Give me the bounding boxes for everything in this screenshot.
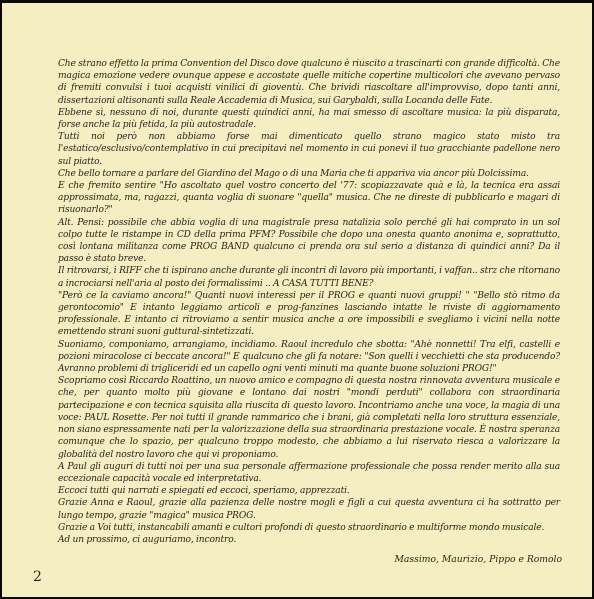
paragraph-ebbene: Ebbene sì, nessuno di noi, durante questi quindici anni, ha mai smesso di ascoltare musica: la più disparata, forse anche la più fetida, la più autostradale.	[58, 107, 560, 131]
paragraph-tutti-noi: Tutti noi però non abbiamo forse mai dimenticato quello strano magico stato misto tra l'estatico/esclusivo/contemplativo in cui precipitavi nel momento in cui ponevi il tuo gracchiante padellone nero sul piatto.	[58, 132, 560, 167]
paragraph-prossimo: Ad un prossimo, ci auguriamo, incontro.	[58, 534, 237, 545]
paragraph-grazie-voi: Grazie a Voi tutti, instancabili amanti e cultori profondi di questo straordinario e multiforme mondo musicale.	[58, 522, 545, 533]
paragraph-giardino: Che bello tornare a parlare del Giardino del Mago o di una Maria che ti appariva via ancor più Dolcissima.	[58, 168, 529, 179]
paragraph-alt-pensi: Alt. Pensi: possibile che abbia voglia di una magistrale presa natalizia solo perché gli hai comprato in un sol colpo tutte le ristampe in CD della prima PFM? Possibile che dopo una onesta quanto anonima e, soprattutto, così lontana militanza come PROG BAND qualcuno ci prenda ora sul serio a distanza di quindici anni? Da il passo è stato breve.	[58, 217, 560, 265]
body-text	[58, 58, 560, 546]
paragraph-suoniamo: Suoniamo, componiamo, arrangiamo, incidiamo. Raoul incredulo che sbotta: "Ahè nonnetti! Tra elfi, castelli e pozioni miracolose ci beccate ancora!" E qualcuno che gli fa notare: "Son quelli i vecchietti che sta producendo? Avranno problemi di trigliceridi ed un capello ogni venti minuti ma quante buone soluzioni PROG!"	[58, 339, 560, 375]
page-number: 2	[33, 569, 42, 585]
paragraph-riff: Il ritrovarsi, i RIFF che ti ispirano anche durante gli incontri di lavoro più importanti, i vaffan.. strz che ritornano a incrociarsi nell'aria al posto dei formalissimi .. A CASA TUTTI BENE?	[58, 266, 560, 289]
paragraph-eccoci: Eccoci tutti qui narrati e spiegati ed eccoci, speriamo, apprezzati.	[58, 486, 350, 497]
paragraph-grazie-anna: Grazie Anna e Raoul, grazie alla pazienza delle nostre mogli e figli a cui questa avventura ci ha sottratto per lungo tempo, grazie "magica" musica PROG.	[58, 498, 560, 521]
booklet-page	[2, 3, 592, 597]
signature: Massimo, Maurizio, Pippo e Romolo	[394, 554, 562, 565]
paragraph-caviamo: "Però ce la caviamo ancora!" Quanti nuovi interessi per il PROG e quanti nuovi gruppi! " "Bello stò ritmo da gerontocomio" E intanto leggiamo articoli e prog-fanzines lasciando intatte le riviste di aggiornamento professionale. E intanto ci ritroviamo a sentir musica anche a ore impossibili e svegliamo i vicini nella notte emettendo strani suoni guttural-sintetizzati.	[58, 290, 560, 338]
paragraph-roattino: Scopriamo così Riccardo Roattino, un nuovo amico e compagno di questa nostra rinnovata avventura musicale e che, per quanto molto più giovane e lontano dai nostri "mondi perduti" collabora con straordinaria partecipazione e con tecnica squisita alla riuscita di questo lavoro. Incontriamo anche una voce, la magia di una voce: PAUL Rosette. Per noi tutti il grande rammarico che i brani, già completati nella loro struttura essenziale, non siano espressamente nati per la valorizzazione della sua straordinaria prestazione vocale. È nostra speranza comunque che lo spazio, per qualcuno troppo modesto, che abbiamo a lui riservato riesca a valorizzare la globalità del nostro lavoro che qui vi proponiamo.	[58, 376, 560, 460]
paragraph-convention: Che strano effetto la prima Convention del Disco dove qualcuno è riuscito a trascinarti con grande difficoltà. Che magica emozione vedere ovunque appese e accostate quelle mitiche copertine multicolori che avevano pervaso di fremiti convulsi i tuoi acquisti vinilici di gioventù. Che brividi riascoltare all'improvviso, dopo tanti anni, dissertazioni altisonanti sulla Reale Accademia di Musica, sui Garybaldi, sulla Locanda delle Fate.	[58, 59, 560, 106]
paragraph-concerto: E che fremito sentire "Ho ascoltato quel vostro concerto del '77: scopiazzavate quà e là, la tecnica era assai approssimata, ma, ragazzi, quanta voglia di suonare "quella" musica. Che ne direste di pubblicarlo e magari di risuonarlo?"	[58, 181, 560, 216]
paragraph-paul: A Paul gli auguri di tutti noi per una sua personale affermazione professionale che possa render merito alla sua eccezionale capacità vocale ed interpretativa.	[58, 461, 560, 484]
